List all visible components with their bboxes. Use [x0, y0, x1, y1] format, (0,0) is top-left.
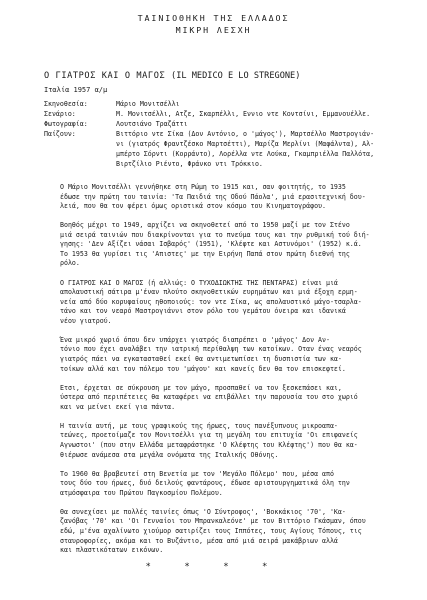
header-organization: ΤΑΙΝΙΟΘΗΚΗ ΤΗΣ ΕΛΛΑΔΟΣ [137, 13, 290, 23]
credits-block [44, 99, 427, 169]
header-club: ΜΙΚΡΗ ΛΕΣΧΗ [175, 25, 252, 35]
paragraph: Ένα μικρό χωριό όπου δεν υπάρχει γιατρός διαπρέπει ο 'μάγος' Δον Αν- τόνιο που έχει αναλάβει την ιατρική περίθαλψη των κατοίκων. Οταν ένας νεαρός γιατρός πάει να εγκατασταθεί εκεί θα αντιμετωπίσει τη δυσπιστία των κα- τοίκων αλλά και τον πόλεμο του 'μάγου' και κανείς δεν θα τον επισκεφτεί. [60, 335, 362, 373]
film-title: Ο ΓΙΑΤΡΟΣ ΚΑΙ Ο ΜΑΓΟΣ [44, 71, 166, 81]
credit-label: Σκηνοθεσία: [44, 100, 88, 108]
credit-label: Παίζουν: [44, 130, 76, 138]
paragraph: Θα συνεχίσει με πολλές ταινίες όπως 'Ο Σύντροφος', 'Βοκκάκιος '70', 'Κα- ζανόβας '70' και 'Οι Γενναίοι του Μπρανκαλεόνε' με τον Βιττόριο Γκάσμαν, όπου εδώ, μ'ένα αχαλίνωτο χιούμορ σατιρίζει τους Ιππότες, τους Αγίους Τόπους, τις σταυροφορίες, ακόμα και το Βυζάντιο, μέσα από μιά σειρά μακάβριων αλλά και πλαστικότατων εικόνων. [60, 507, 366, 555]
paragraph: Η ταινία αυτή, με τους γραφικούς της ήρωες, τους πανέξυπνους μικροαπα- τεώνες, προετοίμαζε τον Μονιτσέλλι για τη μεγάλη του επιτυχία 'Οι επιφανείς Αγνωστοι' (που στην Ελλάδα μεταφράστηκε 'Ο Κλέφτης του Κλέφτης') που θα κα- θιέρωσε ανάμεσα στα μεγάλα ονόματα της Ιταλικής Οθόνης. [60, 421, 358, 459]
footer-stars: * * * * [145, 562, 282, 572]
paragraph: Ο ΓΙΑΤΡΟΣ ΚΑΙ Ο ΜΑΓΟΣ (ή αλλιώς: Ο ΤΥΧΟΔΙΩΚΤΗΣ ΤΗΣ ΠΕΝΤΑΡΑΣ) είναι μιά απολαυστική σάτιρα μ'έναν πλούτο σκηνοθετικών ευρημάτων και μιά έξοχη ερμη- νεία από δύο κορυφαίους ηθοποιούς: τον ντε Σίκα, ως απολαυστικό μάγο-τσαρλα- τάνο και τον νεαρό Μαστρογιάννι στον ρόλο του γεμάτου όνειρα και ιδανικά νέου γιατρού. [60, 278, 362, 325]
paragraph: Το 1960 θα βραβευτεί στη Βενετία με τον 'Μεγάλο Πόλεμο' που, μέσα από τους δύο του ήρωες, δυό δειλούς φαντάρους, έδωσε αριστουργηματικά όλη την ατμόσφαιρα του Πρώτου Παγκοσμίου Πολέμου. [60, 469, 350, 497]
credit-label: Φωτογραφία: [44, 120, 88, 128]
credit-row-cast [44, 129, 427, 169]
credit-value: Μ. Μονιτσέλλι, Ατζε, Σκαρπέλλι, Εννιο ντε Κοντσίνι, Εμμανουέλλε. [116, 110, 371, 118]
credit-label: Σενάριο: [44, 110, 76, 118]
credit-value: Μάριο Μονιτσέλλι [116, 100, 180, 108]
film-original-title: (IL MEDICO E LO STREGONE) [171, 71, 301, 81]
paragraph: Ετσι, έρχεται σε σύκρουση με τον μάγο, προσπαθεί να τον ξεσκεπάσει και, ύστερα από περιπέτειες θα καταφέρει να επιβάλλει την παρουσία του στο χωριό και να μείνει εκεί για πάντα. [60, 383, 358, 411]
paragraph: Ο Μάριο Μονιτσέλλι γεννήθηκε στη Ρώμη το 1915 και, σαν φοιτητής, το 1935 έδωσε την πρώτη του ταινία: 'Τα Παιδιά της Οδού Πάολα', μιά ερασιτεχνική δου- λειά, που θα τον φέρει όμως οριστικά στον κόσμο του Κινηματογράφου. [60, 183, 366, 211]
credit-row-screenplay [44, 109, 427, 119]
body-text [60, 183, 390, 565]
credit-row-photography [44, 119, 427, 129]
paragraph: Βοηθός μέχρι το 1949, αρχίζει να σκηνοθετεί από το 1950 μαζί με τον Στένο μιά σειρά ταινιών που διακρίνονται για το πνεύμα τους και την ρυθμική τού διή- γησης: 'Δεν Αξίζει νάσαι Ισβαρός' (1951), 'Κλέφτε και Αστυνόμοι' (1952) κ.ά. Το 1953 θα γυρίσει τις 'Απιστες' με την Ειρήνη Παπά στον πρώτη διεθνή της ρόλο. [60, 221, 370, 268]
film-title-line [44, 71, 300, 81]
film-country-year: Ιταλία 1957 α/μ [44, 86, 108, 94]
credit-value: Λουτσιάνο Τραζάττι [116, 120, 188, 128]
credit-value: Βιττόριο ντε Σίκα (Δον Αντόνιο, ο 'μάγος'), Μαρτσέλλο Μαστρογιάν- νι (γιατρός Φραντζέσκο Μαρτσέττι), Μαρίζα Μερλίνι (Μαφάλντα), Αλ- μπέρτο Σόρντι (Κορράντο), Λορέλλα ντε Λούκα, Γκαμπριέλλα Παλλότα, Βιρτζίλιο Ριέντο, Φράνκο ντι Τρόκκιο. [116, 130, 375, 168]
credit-row-director [44, 99, 427, 109]
